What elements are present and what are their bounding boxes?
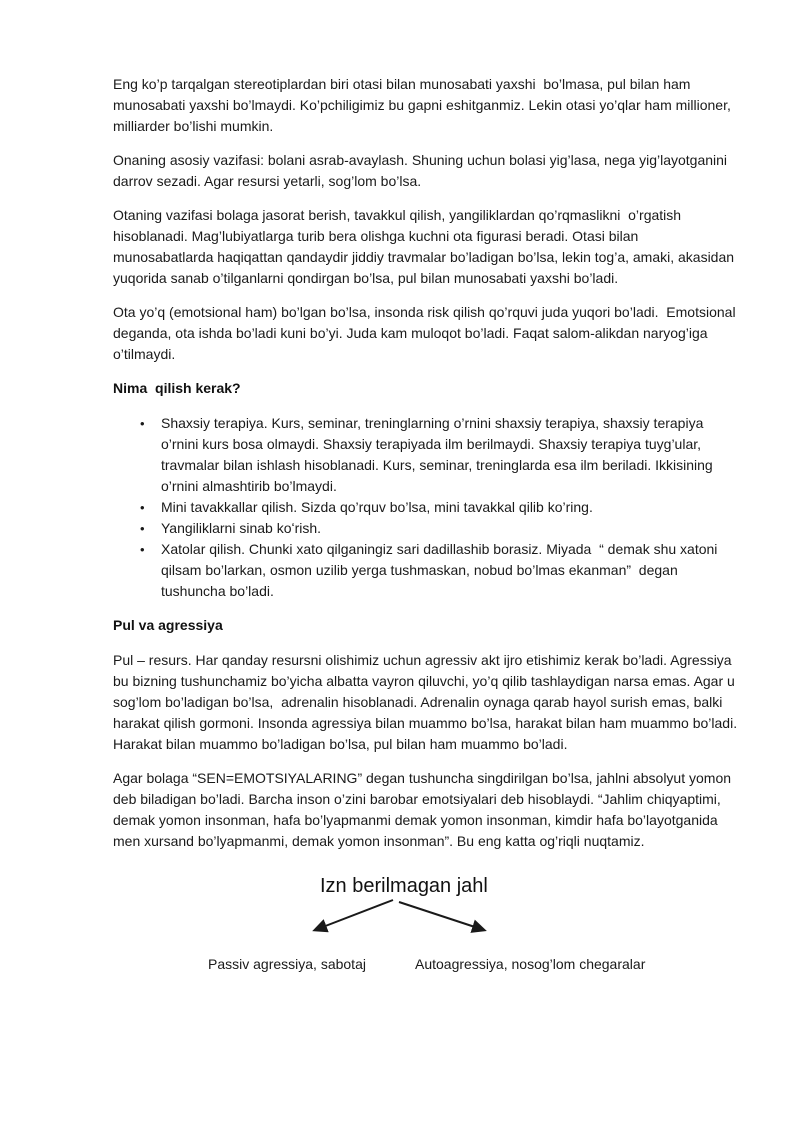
paragraph-absent-father: Ota yo’q (emotsional ham) bo’lgan bo’lsa, insonda risk qilish qo’rquvi juda yuqori bo’ladi. Emotsional deganda, ota ishda bo’ladi kuni bo’yi. Juda kam muloqot bo’ladi. Faqat salom-alikdan naryog’iga o’tilmaydi. (113, 304, 740, 362)
paragraph-mother-role: Onaning asosiy vazifasi: bolani asrab-avaylash. Shuning uchun bolasi yig’lasa, nega yig’layotganini darrov sezadi. Agar resursi yetarli, sog’lom bo’lsa. (113, 152, 731, 189)
list-item-mini-risks: • Mini tavakkallar qilish. Sizda qo’rquv bo’lsa, mini tavakkal qilib ko’ring. (113, 497, 740, 518)
paragraph-father-role: Otaning vazifasi bolaga jasorat berish, tavakkul qilish, yangiliklardan qo’rqmaslikni o’rgatish hisoblanadi. Mag’lubiyatlarga turib bera olishga kuchni ota figurasi beradi. Otasi bilan munosabatlarda haqiqattan qandaydir jiddiy travmalar bo’ladigan bo’lsa, lekin tog’a, amaki, akasidan yuqorida sanab o’tilganlarni qondirgan bo’lsa, pul bilan munosabati yaxshi bo’ladi. (113, 207, 738, 286)
list-item-try-new-things: • Yangiliklarni sinab koʻrish. (113, 518, 740, 539)
document-body (113, 74, 740, 865)
list-item-personal-therapy: • Shaxsiy terapiya. Kurs, seminar, treninglarning o’rnini shaxsiy terapiya, shaxsiy terapiya o’rnini kurs bosa olmaydi. Shaxsiy terapiyada ilm berilmaydi. Shaxsiy terapiya tuyg’ular, travmalar bilan ishlash hisoblanadi. Kurs, seminar, treninglarda esa ilm beriladi. Ikkisining o’rnini almashtirib bo’lmaydi. (113, 413, 740, 497)
diagram-label-autoaggression: Autoagressiya, nosog’lom chegaralar (415, 956, 646, 972)
diagram-title: Izn berilmagan jahl (320, 875, 488, 897)
paragraph-money-resource: Pul – resurs. Har qanday resursni olishimiz uchun agressiv akt ijro etishimiz kerak bo’ladi. Agressiya bu bizning tushunchamiz bo’yicha albatta vayron qiluvchi, yo’q qilib tashlaydigan narsa emas. Agar u sog’lom bo’ladigan bo’lsa, adrenalin hisoblanadi. Adrenalin oynaga qarab hayol surish emas, balki harakat qilish gormoni. Insonda agressiya bilan muammo bo’lsa, harakat bilan ham muammo bo’ladi. Harakat bilan muammo bo’ladigan bo’lsa, pul bilan ham muammo bo’ladi. (113, 652, 741, 752)
bullet-list (113, 413, 740, 602)
left-arrow (315, 900, 393, 930)
section-heading-what-to-do: Nima qilish kerak? (113, 380, 241, 396)
diagram-label-passive-aggression: Passiv agressiya, sabotaj (208, 956, 366, 972)
anger-diagram (113, 867, 740, 992)
diagram-arrows (298, 898, 508, 940)
paragraph-you-equals-emotions: Agar bolaga “SEN=EMOTSIYALARING” degan tushuncha singdirilgan bo’lsa, jahlni absolyut yomon deb biladigan bo’ladi. Barcha inson o’zini barobar emotsiyalari deb hisoblaydi. “Jahlim chiqyaptimi, demak yomon insonman, hafa bo’lyapmanmi demak yomon insonman, kimdir hafa bo’layotganida men xursand bo’lyapmanmi, demak yomon insonman”. Bu eng katta og’riqli nuqtamiz. (113, 770, 735, 849)
section-heading-money-aggression: Pul va agressiya (113, 617, 223, 633)
right-arrow (399, 902, 484, 930)
paragraph-stereotypes: Eng ko’p tarqalgan stereotiplardan biri otasi bilan munosabati yaxshi bo’lmasa, pul bilan ham munosabati yaxshi bo’lmaydi. Ko’pchiligimiz bu gapni eshitganmiz. Lekin otasi yo’qlar ham millioner, milliarder bo’lishi mumkin. (113, 76, 735, 134)
list-item-make-mistakes: • Xatolar qilish. Chunki xato qilganingiz sari dadillashib borasiz. Miyada “ demak shu xatoni qilsam bo’larkan, osmon uzilib yerga tushmaskan, nobud bo’lmas ekanman” degan tushuncha bo’ladi. (113, 539, 740, 602)
